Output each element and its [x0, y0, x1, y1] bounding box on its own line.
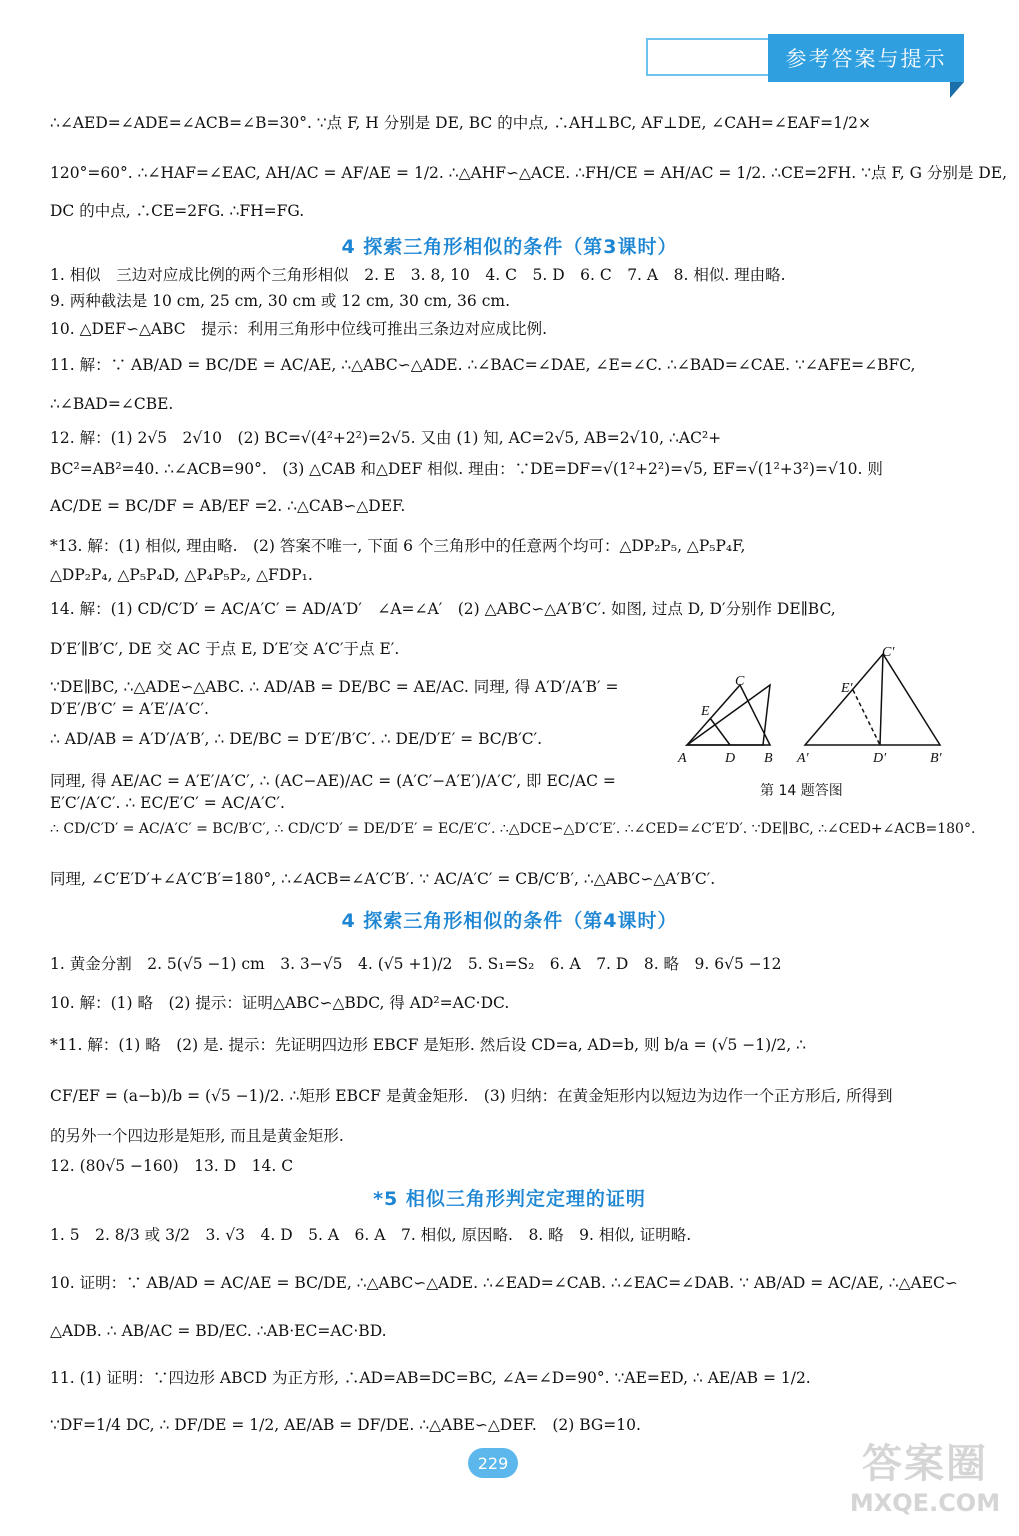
text-line: BC²=AB²=40. ∴∠ACB=90°. (3) △CAB 和△DEF 相似. 理由：∵DE=DF=√(1²+2²)=√5, EF=√(1²+3²)=√10. 则	[50, 460, 883, 478]
text-line: 的另外一个四边形是矩形, 而且是黄金矩形.	[50, 1127, 344, 1145]
text-line: 1. 5 2. 8/3 或 3/2 3. √3 4. D 5. A 6. A 7. 相似, 原因略. 8. 略 9. 相似, 证明略.	[50, 1226, 692, 1244]
text-line: D′E′∥B′C′, DE 交 AC 于点 E, D′E′交 A′C′于点 E′.	[50, 640, 400, 658]
section-title: 4 探索三角形相似的条件（第4课时）	[341, 910, 678, 932]
text-line: 11. 解：∵ AB/AD = BC/DE = AC/AE, ∴△ABC∽△ADE. ∴∠BAC=∠DAE, ∠E=∠C. ∴∠BAD=∠CAE. ∵∠AFE=∠BFC,	[50, 356, 916, 374]
text-line: 1. 黄金分割 2. 5(√5 −1) cm 3. 3−√5 4. (√5 +1)/2 5. S₁=S₂ 6. A 7. D 8. 略 9. 6√5 −12	[50, 955, 782, 973]
label-A-prime: A′	[797, 751, 809, 766]
figure-14-diagram	[675, 640, 965, 780]
text-line: 12. (80√5 −160) 13. D 14. C	[50, 1157, 294, 1175]
section-title: *5 相似三角形判定定理的证明	[373, 1188, 646, 1210]
header-tab-label: 参考答案与提示	[785, 47, 947, 71]
label-D-prime: D′	[873, 751, 887, 766]
text-line: ∴ AD/AB = A′D′/A′B′, ∴ DE/BC = D′E′/B′C′. ∴ DE/D′E′ = BC/B′C′.	[50, 730, 543, 748]
text-line: 10. 解：(1) 略 (2) 提示：证明△ABC∽△BDC, 得 AD²=AC·DC.	[50, 994, 510, 1012]
text-line: 11. (1) 证明：∵四边形 ABCD 为正方形, ∴AD=AB=DC=BC, ∠A=∠D=90°. ∵AE=ED, ∴ AE/AB = 1/2.	[50, 1369, 811, 1387]
header-section-tab	[768, 34, 964, 82]
label-C: C	[735, 674, 745, 689]
label-C-prime: C′	[882, 645, 895, 660]
label-B-prime: B′	[930, 751, 942, 766]
text-line: ∴ CD/C′D′ = AC/A′C′ = BC/B′C′, ∴ CD/C′D′ = DE/D′E′ = EC/E′C′. ∴△DCE∽△D′C′E′. ∴∠CED=∠C′E′D′. ∵DE∥BC, ∴∠CED+∠ACB=180°.	[50, 821, 976, 837]
text-line: 9. 两种截法是 10 cm, 25 cm, 30 cm 或 12 cm, 30 cm, 36 cm.	[50, 292, 511, 310]
text-line: ∵DE∥BC, ∴△ADE∽△ABC. ∴ AD/AB = DE/BC = AE/AC. 同理, 得 A′D′/A′B′ = D′E′/B′C′ = A′E′/A′C′.	[50, 678, 619, 718]
text-line: 同理, ∠C′E′D′+∠A′C′B′=180°, ∴∠ACB=∠A′C′B′. ∵ AC/A′C′ = CB/C′B′, ∴△ABC∽△A′B′C′.	[50, 870, 716, 888]
text-line: 12. 解：(1) 2√5 2√10 (2) BC=√(4²+2²)=2√5. 又由 (1) 知, AC=2√5, AB=2√10, ∴AC²+	[50, 429, 722, 447]
text-line: AC/DE = BC/DF = AB/EF =2. ∴△CAB∽△DEF.	[50, 497, 406, 515]
label-B: B	[764, 751, 773, 766]
header-blank-box	[646, 38, 768, 76]
label-A: A	[678, 751, 687, 766]
text-line: CF/EF = (a−b)/b = (√5 −1)/2. ∴矩形 EBCF 是黄金矩形. (3) 归纳：在黄金矩形内以短边为边作一个正方形后, 所得到	[50, 1087, 893, 1105]
large-segment-cd	[880, 654, 883, 745]
text-line: ∴∠BAD=∠CBE.	[50, 395, 174, 413]
figure-caption: 第 14 题答图	[760, 783, 843, 799]
label-E-prime: E′	[841, 681, 853, 696]
watermark-logo	[840, 1440, 1010, 1530]
text-line: △ADB. ∴ AB/AC = BD/EC. ∴AB·EC=AC·BD.	[50, 1322, 387, 1340]
text-line: 同理, 得 AE/AC = A′E′/A′C′, ∴ (AC−AE)/AC = (A′C′−A′E′)/A′C′, 即 EC/AC = E′C′/A′C′. ∴ EC/E′C′ = AC/A′C′.	[50, 772, 616, 812]
text-line: 10. 证明：∵ AB/AD = AC/AE = BC/DE, ∴△ABC∽△ADE. ∴∠EAD=∠CAB. ∴∠EAC=∠DAB. ∵ AB/AD = AC/AE, ∴△AEC∽	[50, 1274, 958, 1292]
text-line: *13. 解：(1) 相似, 理由略. (2) 答案不唯一, 下面 6 个三角形中的任意两个均可：△DP₂P₅, △P₅P₄F,	[50, 537, 746, 555]
section-title: 4 探索三角形相似的条件（第3课时）	[341, 236, 678, 258]
label-D: D	[725, 751, 736, 766]
text-line: ∴∠AED=∠ADE=∠ACB=∠B=30°. ∵点 F, H 分别是 DE, BC 的中点, ∴AH⊥BC, AF⊥DE, ∠CAH=∠EAF=1/2×	[50, 114, 872, 132]
text-line: 1. 相似 三边对应成比例的两个三角形相似 2. E 3. 8, 10 4. C 5. D 6. C 7. A 8. 相似. 理由略.	[50, 266, 786, 284]
text-line: △DP₂P₄, △P₅P₄D, △P₄P₅P₂, △FDP₁.	[50, 566, 313, 584]
label-E: E	[701, 704, 710, 719]
text-line: ∵DF=1/4 DC, ∴ DF/DE = 1/2, AE/AB = DF/DE. ∴△ABE∽△DEF. (2) BG=10.	[50, 1416, 641, 1434]
watermark-line-2: MXQE.COM	[849, 1489, 1001, 1517]
text-line: 14. 解：(1) CD/C′D′ = AC/A′C′ = AD/A′D′ ∠A=∠A′ (2) △ABC∽△A′B′C′. 如图, 过点 D, D′分别作 DE∥BC,	[50, 600, 836, 618]
page-number-text: 229	[477, 1453, 509, 1473]
text-line: 120°=60°. ∴∠HAF=∠EAC, AH/AC = AF/AE = 1/2. ∴△AHF∽△ACE. ∴FH/CE = AH/AC = 1/2. ∴CE=2FH. ∵点 F, G 分别是 DE,	[50, 164, 1008, 182]
text-line: 10. △DEF∽△ABC 提示：利用三角形中位线可推出三条边对应成比例.	[50, 320, 548, 338]
text-line: DC 的中点, ∴CE=2FG. ∴FH=FG.	[50, 202, 305, 220]
page-number	[468, 1448, 518, 1478]
small-triangle-frame-left	[687, 685, 770, 745]
watermark-line-1: 答案圈	[862, 1441, 988, 1487]
text-line: *11. 解：(1) 略 (2) 是. 提示：先证明四边形 EBCF 是矩形. 然后设 CD=a, AD=b, 则 b/a = (√5 −1)/2, ∴	[50, 1036, 807, 1054]
large-segment-de-dashed	[853, 690, 880, 745]
header-tab-fold	[950, 82, 964, 98]
